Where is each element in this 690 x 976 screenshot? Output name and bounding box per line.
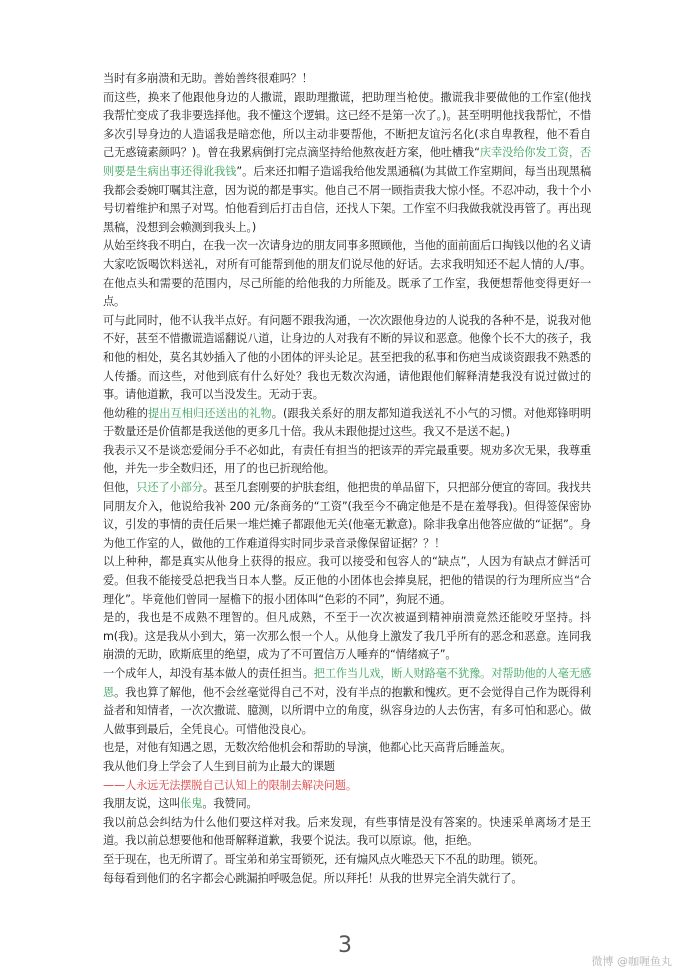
text-run: 。(跟我关系好的朋友都知道我送礼不小气的习惯。对他郑锋明明于数量还是价值都是我送他的更多几十倍。我从未跟他提过这些。我又不是送不起。) <box>103 406 591 439</box>
text-run: 他幼稚的 <box>103 406 149 420</box>
paragraph <box>103 814 591 851</box>
paragraph <box>103 442 591 479</box>
page-number: 3 <box>338 933 352 958</box>
text-run: 也是，对他有知遇之恩，无数次给他机会和帮助的导演，他都心比天高背后睡盖灰。 <box>103 741 512 755</box>
text-run: 一个成年人，却没有基本做人的责任担当。 <box>103 667 314 680</box>
paragraph <box>103 237 591 311</box>
paragraph <box>103 795 591 814</box>
paragraph <box>103 777 591 796</box>
highlight-green: 提出互相归还送出的礼物 <box>148 406 272 420</box>
text-run: 每每看到他们的名字都会心跳漏拍呼吸急促。所以拜托！从我的世界完全消失就行了。 <box>103 871 523 885</box>
text-run: 当时有多崩溃和无助。善始善终很难吗？！ <box>103 72 313 85</box>
text-run: 是的，我也是不成熟不理智的。但凡成熟，不至于一次次被逼到精神崩溃竟然还能咬牙坚持。抖 m(我)。这是我从小到大，第一次那么恨一个人。从他身上激发了我几乎所有的恶念和恶意。连同我崩溃的无助，欧斯底里的绝望，成为了不可置信万人唾弃的“情绪疯子”。 <box>103 611 591 662</box>
paragraph <box>103 758 591 777</box>
paragraph <box>103 553 591 609</box>
paragraph <box>103 405 591 442</box>
highlight-red: ——人永远无法摆脱自己认知上的限制去解决问题。 <box>103 778 357 792</box>
text-run: 我朋友说，这叫 <box>103 797 181 811</box>
text-run: 我以前总会纠结为什么他们要这样对我。后来发现，有些事情是没有答案的。快速采单离场才是王道。我以前总想要他和他哥解释道歉，我要个说法。我可以原谅。他，拒绝。 <box>103 815 591 848</box>
highlight-green: 把工作当儿戏，断人财路毫不犹豫。对帮助他的人毫无感恩 <box>103 667 591 699</box>
paragraph <box>103 89 591 238</box>
paragraph <box>103 70 591 89</box>
highlight-green: 伥鬼 <box>180 797 203 811</box>
document-body <box>103 70 591 888</box>
text-run: ”。后来还扣帽子造谣我给他发黑通稿(为其做工作室期间，每当出现黑稿我都会委婉叮嘱其注意，因为说的都是事实。他自己不屑一顾指责我大惊小怪。不忍冲动，我十个小号切着维护和黑子对骂。怕他看到后打击自信，还找人下架。工作室不归我做我就没再管了。再出现黑稿，没想到会赖测到我头上。) <box>103 164 592 234</box>
text-run: 我从他们身上学会了人生到目前为止最大的课题 <box>103 759 335 773</box>
text-run: 。我也算了解他，他不会丝毫觉得自己不对，没有半点的抱歉和愧疚。更不会觉得自己作为既得利益者和知情者，一次次撒谎、臆测，以所谓中立的角度，纵容身边的人去伤害，有多可怕和恶心。做人做事到最后，全凭良心。可惜他没良心。 <box>103 685 591 736</box>
text-run: 以上种种，都是真实从他身上获得的报应。我可以接受和包容人的“缺点”，人因为有缺点才鲜活可爱。但我不能接受总把我当日本人整。反正他的小团体也会捧臭屁，把他的错误的行为理所应当“合理化”。毕竟他们曾同一屋檐下的报小团体叫“色彩的不同”，狗屁不通。 <box>103 555 591 606</box>
paragraph <box>103 665 591 739</box>
text-run: 。我赞同。 <box>202 797 258 811</box>
watermark: 微博 @咖喱鱼丸 <box>591 955 672 968</box>
paragraph <box>103 851 591 870</box>
text-run: 我表示又不是谈恋爱闹分手不必如此，有责任有担当的把该弄的弄完最重要。规劝多次无果，我尊重他，并先一步全数归还，用了的也已折现给他。 <box>103 443 591 476</box>
paragraph <box>103 739 591 758</box>
paragraph <box>103 609 591 665</box>
text-run: 从始至终我不明白，在我一次一次请身边的朋友同事多照顾他，当他的面前面后口掏钱以他的名义请大家吃饭喝饮料送礼，对所有可能帮到他的朋友们说尽他的好话。去求我明知还不起人情的人/事。在他点头和需要的范围内，尽己所能的给他我的力所能及。既承了工作室，我便想帮他变得更好一点。 <box>103 239 591 309</box>
paragraph <box>103 870 591 889</box>
text-run: 可与此同时，他不认我半点好。有问题不跟我沟通，一次次跟他身边的人说我的各种不是，说我对他不好，甚至不惜撒谎造谣翻说八道，让身边的人对我有不断的异议和恶意。他像个长不大的孩子，我和他的相处，莫名其妙插入了他的小团体的评头论足。甚至把我的私事和伤疤当成谈资跟我不熟悉的人传播。而这些，对他到底有什么好处？我也无数次沟通，请他跟他们解释清楚我没有说过做过的事。请他道歉，我可以当没发生。无动于衷。 <box>103 313 591 402</box>
text-run: 。甚至几套刚要的护肤套组，他把贵的单品留下，只把部分便宜的寄回。我找共同朋友介入，他说给我补 200 元/条商务的“工资”(我至今不确定他是不是在羞辱我)。但得签保密协议，引发的事情的责任后果一堆烂摊子都跟他无关(他毫无歉意)。除非我拿出他答应做的“证据”。身为他工作室的人，做他的工作难道得实时同步录音录像保留证据？？！ <box>103 481 591 550</box>
highlight-green: 庆幸没给你发工资，否则要是生病出事还得讹我钱 <box>103 146 591 178</box>
paragraph <box>103 479 591 553</box>
text-run: 至于现在，也无所谓了。哥宝弟和弟宝哥锁死，还有煽风点火唯恐天下不乱的助理。锁死。 <box>103 852 545 866</box>
highlight-green: 只还了小部分 <box>136 481 203 495</box>
text-run: 但他， <box>103 481 137 495</box>
text-run: 而这些，换来了他跟他身边的人撒谎，跟助理撒谎，把助理当枪使。撒谎我非要做他的工作室(他找我帮忙变成了我非要选择他。我不懂这个逻辑。这已经不是第一次了。)。甚至明明他找我帮忙，不惜多次引导身边的人造谣我是暗恋他，所以主动非要帮他，不断把友谊污名化(求自卑教程，他不看自己无惑镜素颜吗？)。曾在我累病倒打完点滴坚持给他熬夜赶方案，他吐槽我“ <box>103 90 591 160</box>
paragraph <box>103 312 591 405</box>
